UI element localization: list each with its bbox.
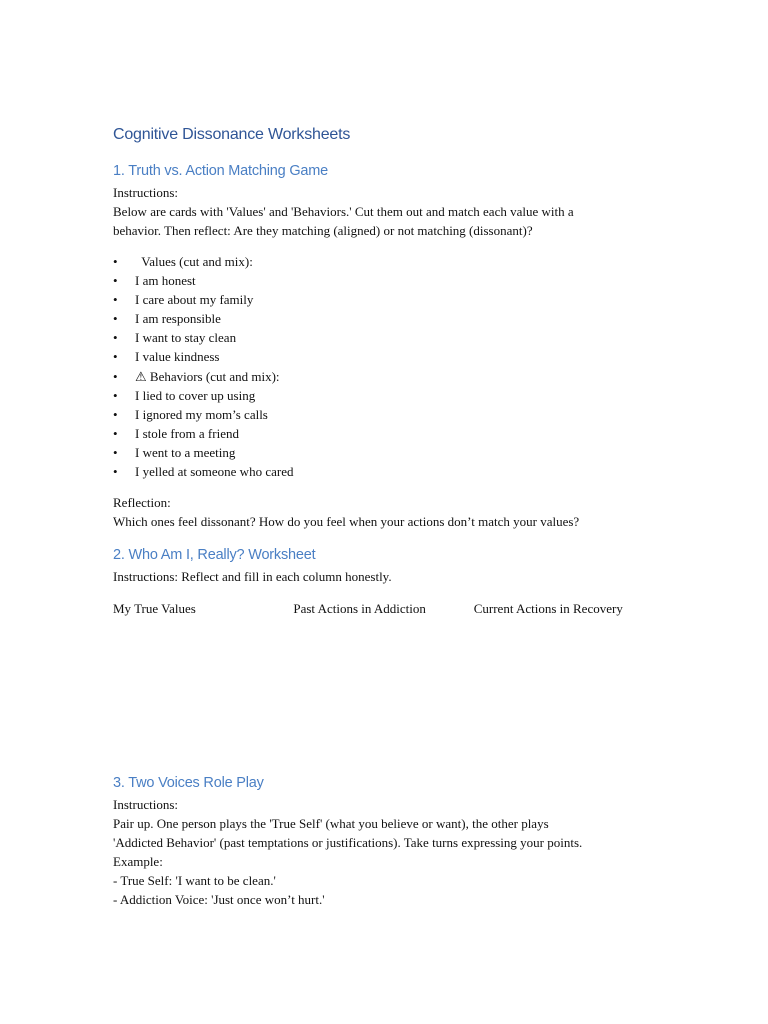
list-item: • I care about my family xyxy=(113,290,673,309)
section3-line1: Pair up. One person plays the 'True Self' (what you believe or want), the other plays xyxy=(113,816,549,832)
bullet-icon: • xyxy=(113,368,118,384)
section1-instructions-label: Instructions: xyxy=(113,185,178,200)
worksheet-blank-area xyxy=(113,618,673,773)
list-item: • I lied to cover up using xyxy=(113,386,673,405)
section3-instructions-label: Instructions: xyxy=(113,797,178,813)
list-item: • I want to stay clean xyxy=(113,328,673,347)
bullet-icon: • xyxy=(113,330,118,346)
list-item: • I stole from a friend xyxy=(113,424,673,443)
example-addiction-voice: - Addiction Voice: 'Just once won’t hurt.' xyxy=(113,892,325,908)
cards-list xyxy=(113,252,673,481)
example-true-self: - True Self: 'I want to be clean.' xyxy=(113,873,276,889)
list-item: • I went to a meeting xyxy=(113,443,673,462)
section3-heading: 3. Two Voices Role Play xyxy=(113,775,264,792)
worksheet-columns xyxy=(113,599,673,618)
document-content xyxy=(113,124,673,909)
section2-instructions: Instructions: Reflect and fill in each column honestly. xyxy=(113,569,392,585)
section1-heading: 1. Truth vs. Action Matching Game xyxy=(113,163,329,179)
example-label: Example: xyxy=(113,854,163,870)
column-header-past-actions: Past Actions in Addiction xyxy=(293,601,426,617)
list-item: • ⚠ Behaviors (cut and mix): xyxy=(113,367,673,386)
bullet-icon: • xyxy=(113,254,118,269)
list-item: • I am responsible xyxy=(113,309,673,328)
bullet-icon: • xyxy=(113,311,118,327)
bullet-icon: • xyxy=(113,273,118,289)
bullet-icon: • xyxy=(113,425,118,441)
document-title: Cognitive Dissonance Worksheets xyxy=(113,126,351,143)
section2-heading: 2. Who Am I, Really? Worksheet xyxy=(113,547,316,564)
bullet-icon: • xyxy=(113,292,118,308)
bullet-icon: • xyxy=(113,349,118,365)
list-item: • I am honest xyxy=(113,271,673,290)
column-header-current-actions: Current Actions in Recovery xyxy=(473,601,623,617)
list-item: • I yelled at someone who cared xyxy=(113,462,673,481)
list-item: • I ignored my mom’s calls xyxy=(113,405,673,424)
column-header-true-values: My True Values xyxy=(113,601,196,617)
bullet-icon: • xyxy=(113,406,118,422)
section1-instructions-line1: Below are cards with 'Values' and 'Behaviors.' Cut them out and match each value with a xyxy=(113,204,574,219)
list-item: • Values (cut and mix): xyxy=(113,252,673,271)
list-item: • I value kindness xyxy=(113,347,673,366)
reflection-label: Reflection: xyxy=(113,495,171,511)
section1-instructions-line2: behavior. Then reflect: Are they matching (aligned) or not matching (dissonant)? xyxy=(113,223,533,238)
bullet-icon: • xyxy=(113,464,118,480)
bullet-icon: • xyxy=(113,387,118,403)
section3-line2: 'Addicted Behavior' (past temptations or justifications). Take turns expressing your points. xyxy=(113,835,583,851)
bullet-icon: • xyxy=(113,444,118,460)
reflection-text: Which ones feel dissonant? How do you feel when your actions don’t match your values? xyxy=(113,514,580,530)
